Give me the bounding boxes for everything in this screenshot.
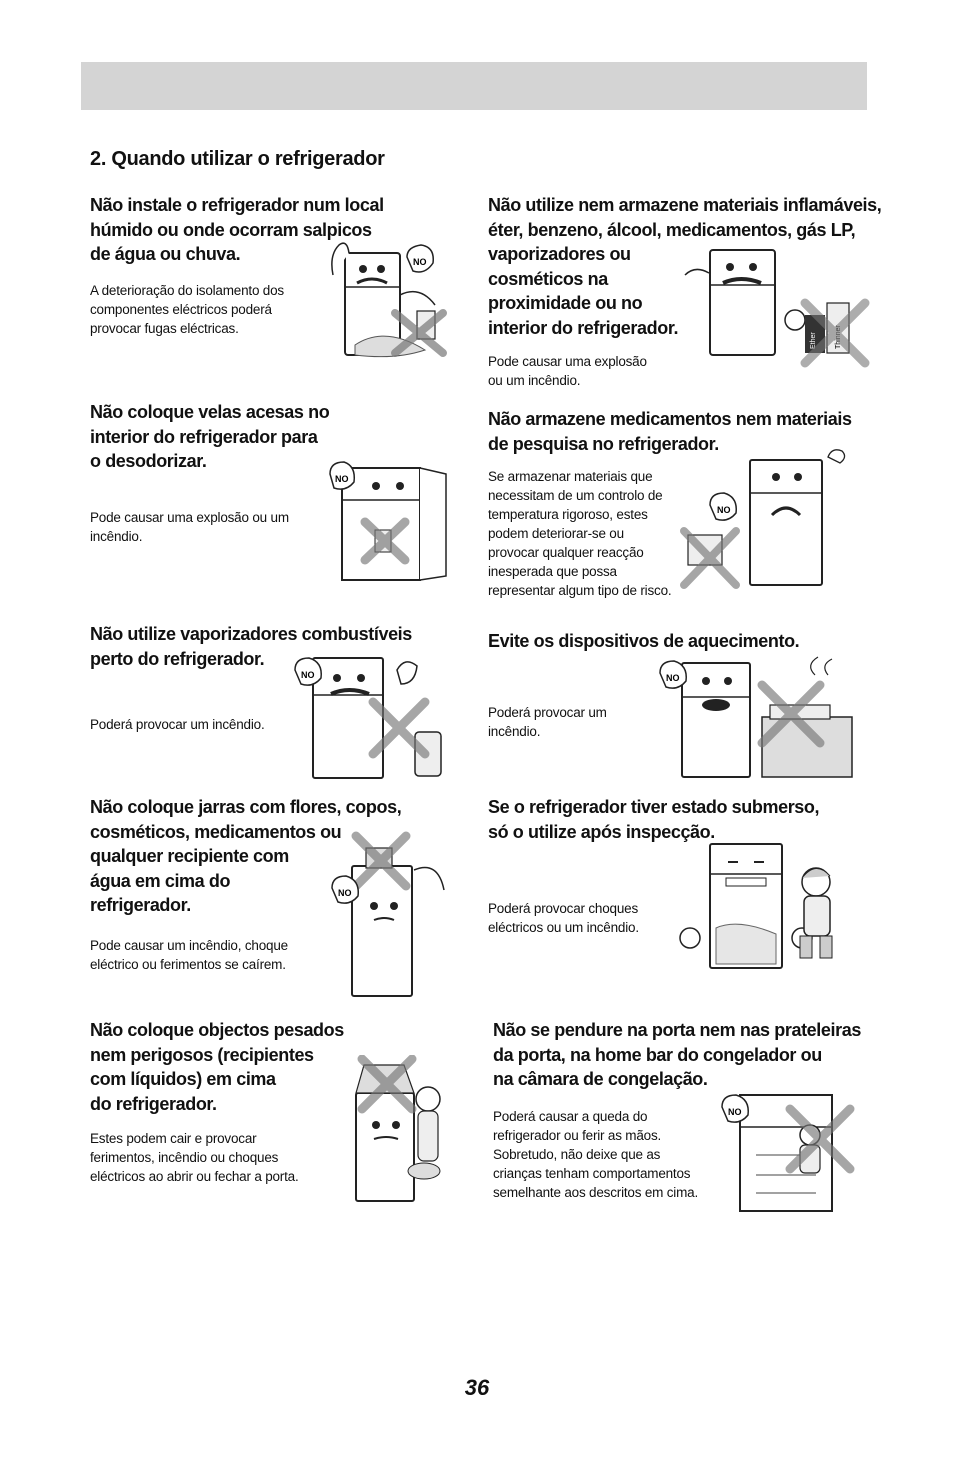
illustration-heater-fridge [650, 655, 855, 780]
svg-text:NO: NO [338, 888, 352, 898]
warning-text: Poderá causar a queda do refrigerador ou ferir as mãos. Sobretudo, não deixe que as crianças tenham comportamentos semelhante aos descritos em cima. [493, 1109, 698, 1200]
illustration-humid-fridge [325, 235, 450, 360]
no-hand-sign [407, 245, 433, 272]
warning-heading: Se o refrigerador tiver estado submerso, só o utilize após inspecção. [488, 797, 820, 842]
svg-text:NO: NO [335, 474, 349, 484]
header-bar [81, 62, 867, 110]
warning-heading: Evite os dispositivos de aquecimento. [488, 631, 800, 651]
illustration-heavy-objects-fridge [342, 1055, 447, 1205]
illustration-flammables-fridge [665, 245, 870, 370]
no-hand-sign [722, 1095, 748, 1122]
warning-heading: Não armazene medicamentos nem materiais de pesquisa no refrigerador. [488, 409, 852, 454]
warning-text: Poderá provocar um incêndio. [488, 705, 607, 739]
warning-text: Pode causar um incêndio, choque eléctrico ou ferimentos se caírem. [90, 938, 288, 972]
svg-text:NO: NO [728, 1107, 742, 1117]
warning-text: Pode causar uma explosão ou um incêndio. [488, 354, 647, 388]
warning-block-heavy-objects [90, 1018, 344, 1116]
warning-block-heaters [488, 629, 799, 654]
warning-heading: Não coloque jarras com flores, copos, cosméticos, medicamentos ou qualquer recipiente com água em cima do refrigerador. [90, 797, 402, 915]
no-hand-sign [330, 462, 354, 489]
warning-heading: Não utilize vaporizadores combustíveis perto do refrigerador. [90, 624, 412, 669]
warning-body-vases [90, 936, 288, 974]
page-number: 36 [464, 1375, 490, 1400]
warning-text: Pode causar uma explosão ou um incêndio. [90, 510, 289, 544]
warning-body-sprays [90, 715, 265, 734]
warning-text: Poderá provocar um incêndio. [90, 717, 265, 732]
svg-text:Ether: Ether [810, 332, 817, 349]
warning-body-heavy-objects [90, 1129, 299, 1186]
svg-text:NO: NO [301, 670, 315, 680]
warning-heading: Não coloque objectos pesados nem perigosos (recipientes com líquidos) em cima do refrigerador. [90, 1020, 344, 1114]
warning-body-hanging [493, 1107, 698, 1202]
no-hand-sign [332, 876, 358, 903]
svg-text:NO: NO [717, 505, 731, 515]
warning-body-submerged [488, 899, 639, 937]
no-hand-sign [295, 658, 321, 685]
warning-heading: Não coloque velas acesas no interior do refrigerador para o desodorizar. [90, 402, 330, 471]
warning-heading: Não se pendure na porta nem nas prateleiras da porta, na home bar do congelador ou na câmara de congelação. [493, 1020, 861, 1089]
warning-body-flammables [488, 352, 647, 390]
warning-body-candles [90, 508, 289, 546]
warning-body-humidity [90, 281, 284, 338]
illustration-hanging-door [700, 1075, 860, 1215]
illustration-medicine-fridge [680, 445, 855, 590]
illustration-candle-fridge [320, 460, 450, 585]
warning-body-heaters [488, 703, 607, 741]
warning-block-candles [90, 400, 329, 474]
illustration-vase-fridge [328, 830, 453, 1000]
warning-body-medicine [488, 467, 671, 600]
warning-text: A deterioração do isolamento dos componentes eléctricos poderá provocar fugas eléctricas. [90, 283, 284, 336]
svg-text:NO: NO [413, 257, 427, 267]
no-hand-sign [660, 661, 686, 688]
section-title: 2. Quando utilizar o refrigerador [90, 148, 385, 170]
illustration-submerged-fridge [668, 838, 848, 973]
illustration-spray-fridge [285, 650, 460, 782]
warning-block-submerged [488, 795, 819, 844]
warning-text: Estes podem cair e provocar ferimentos, incêndio ou choques eléctricos ao abrir ou fechar a porta. [90, 1131, 299, 1184]
svg-text:NO: NO [666, 673, 680, 683]
warning-text: Poderá provocar choques eléctricos ou um incêndio. [488, 901, 639, 935]
no-hand-sign [710, 493, 736, 520]
warning-text: Se armazenar materiais que necessitam de um controlo de temperatura rigoroso, estes podem deteriorar-se ou provocar qualquer reacção inesperada que possa representar algum tipo de risco. [488, 469, 672, 598]
warning-heading: Não utilize nem armazene materiais inflamáveis, éter, benzeno, álcool, medicamentos, gás LP, vaporizadores ou cosméticos na proximidade ou no interior do refrigerador. [488, 195, 882, 338]
warning-heading: Não instale o refrigerador num local húmido ou onde ocorram salpicos de água ou chuva. [90, 195, 384, 264]
